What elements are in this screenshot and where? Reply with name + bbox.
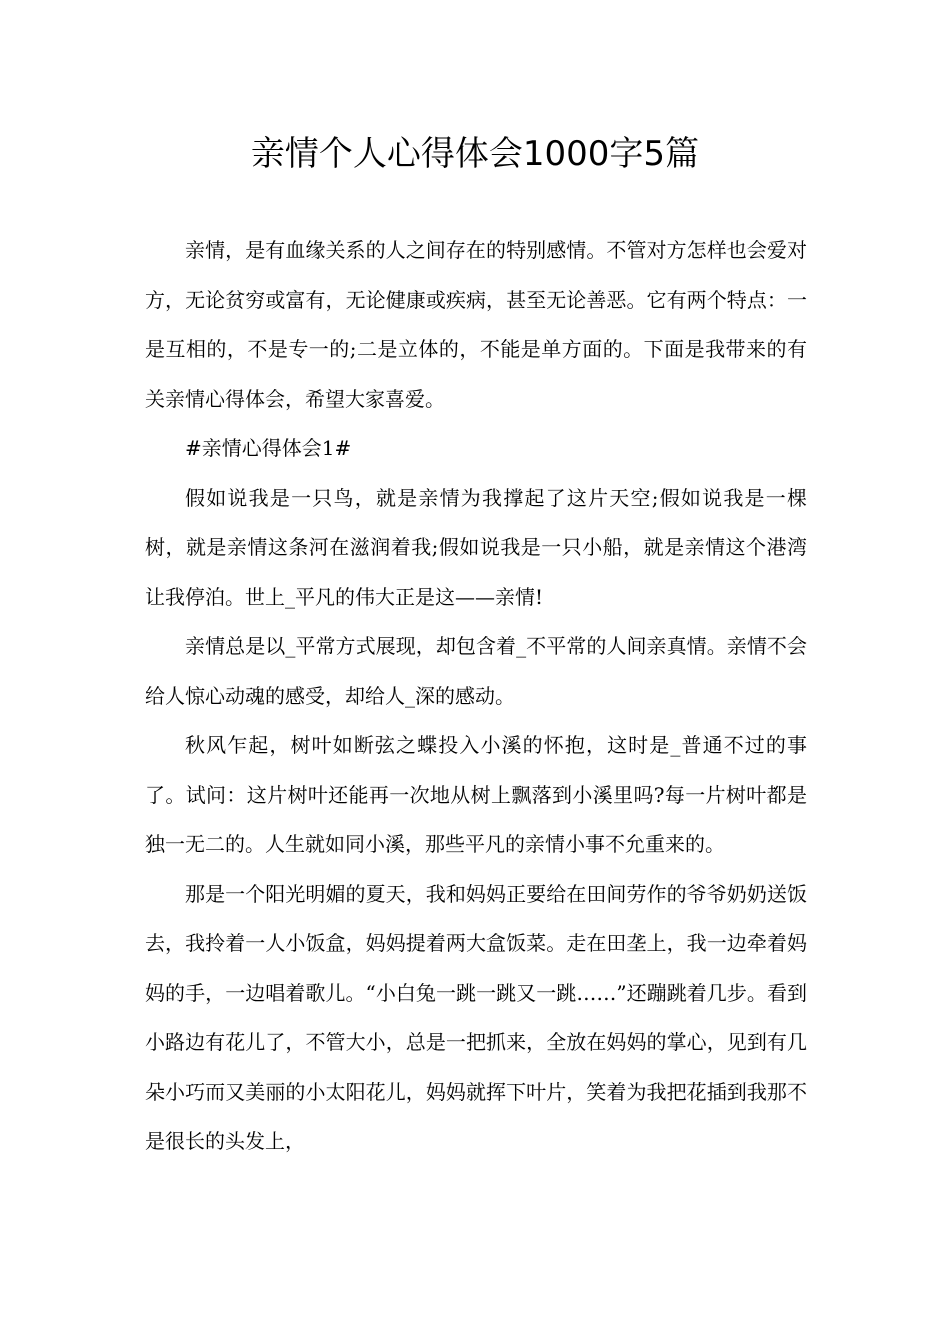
body-paragraph: 秋风乍起，树叶如断弦之蝶投入小溪的怀抱，这时是_普通不过的事了。试问：这片树叶还能再一次地从树上飘落到小溪里吗?每一片树叶都是独一无二的。人生就如同小溪，那些平凡的亲情小事不允重来的。 (145, 733, 807, 856)
body-paragraph: 那是一个阳光明媚的夏天，我和妈妈正要给在田间劳作的爷爷奶奶送饭去，我拎着一人小饭盒，妈妈提着两大盒饭菜。走在田垄上，我一边牵着妈妈的手，一边唱着歌儿。“小白兔一跳一跳又一跳……”还蹦跳着几步。看到小路边有花儿了，不管大小，总是一把抓来，全放在妈妈的掌心，见到有几朵小巧而又美丽的小太阳花儿，妈妈就挥下叶片，笑着为我把花插到我那不是很长的头发上， (145, 881, 807, 1153)
document-title: 亲情个人心得体会1000字5篇 (250, 134, 700, 174)
body-paragraph: 假如说我是一只鸟，就是亲情为我撑起了这片天空;假如说我是一棵树，就是亲情这条河在滋润着我;假如说我是一只小船，就是亲情这个港湾让我停泊。世上_平凡的伟大正是这——亲情! (145, 485, 807, 609)
document-body (145, 226, 807, 1167)
section-heading: #亲情心得体会1# (185, 436, 352, 460)
intro-paragraph: 亲情，是有血缘关系的人之间存在的特别感情。不管对方怎样也会爱对方，无论贫穷或富有，无论健康或疾病，甚至无论善恶。它有两个特点：一是互相的，不是专一的;二是立体的，不能是单方面的。下面是我带来的有关亲情心得体会，希望大家喜爱。 (145, 238, 807, 411)
body-paragraph: 亲情总是以_平常方式展现，却包含着_不平常的人间亲真情。亲情不会给人惊心动魂的感受，却给人_深的感动。 (145, 634, 807, 708)
